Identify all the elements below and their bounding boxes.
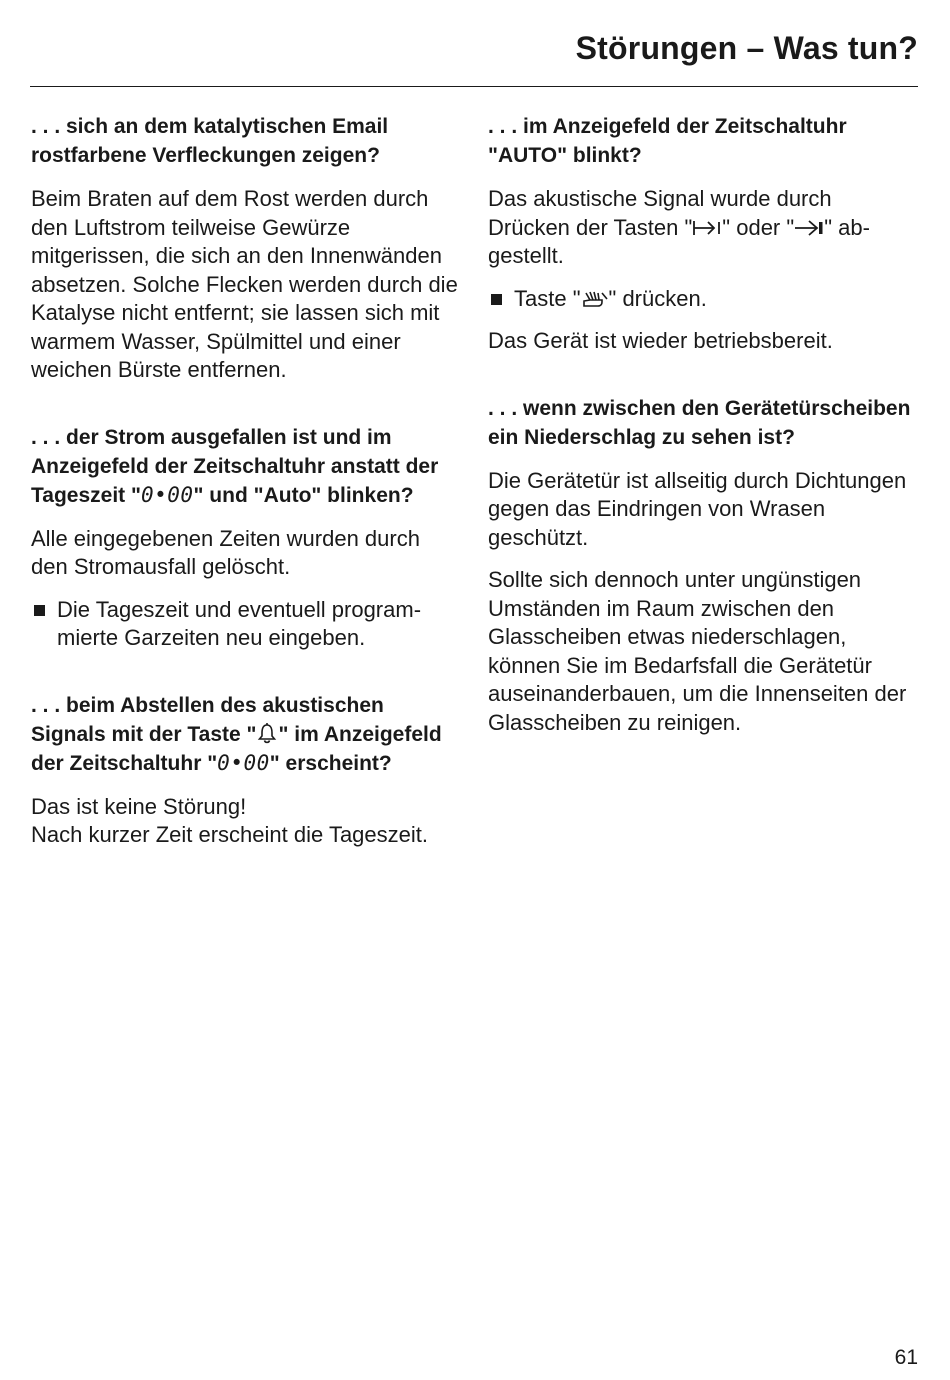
bell-icon: [256, 722, 278, 744]
page-number: 61: [894, 1346, 918, 1369]
end-time-icon: [794, 218, 824, 238]
question-heading: . . . sich an dem katalytischen Email rostfarbene Verfleckungen zeigen?: [31, 115, 389, 167]
answer-text: Das akustische Signal wurde durch Drücken der Tasten ": [488, 186, 832, 240]
display-code: 0•00: [217, 750, 270, 775]
cooking-duration-icon: [692, 218, 722, 238]
question-text: . . . der Strom ausgefallen ist und im Anzeigefeld der Zeitschaltuhr anstatt der Tageszeit ": [31, 425, 439, 507]
header-rule: [30, 86, 918, 87]
answer-line: Nach kurzer Zeit erscheint die Tageszeit.: [31, 822, 428, 847]
answer-paragraph: [31, 793, 461, 850]
answer-paragraph: Beim Braten auf dem Rost werden durch den Luftstrom teilweise Gewürze mitgerissen, die sich an den Innenwänden absetzen. Solche Flecken werden durch die Katalyse nicht entfernt; sie lassen sich mit warmem Wasser, Spülmittel und einer weichen Bürste entfernen.: [31, 186, 458, 382]
answer-text: " oder ": [722, 214, 795, 240]
answer-paragraph: [488, 185, 918, 271]
bullet-square-icon: [491, 294, 502, 305]
question-heading: [31, 691, 461, 778]
section-signal-off: [31, 691, 461, 850]
instruction-part: " drücken.: [608, 285, 707, 311]
display-code: 0•00: [140, 482, 194, 507]
answer-paragraph: Das Gerät ist wieder betriebsbereit.: [488, 328, 833, 353]
instruction-text: Die Tageszeit und eventuell programmierte Garzeiten neu eingeben.: [57, 596, 422, 650]
section-power-failure: [31, 423, 461, 653]
instruction-item: [488, 285, 918, 314]
question-heading: [31, 423, 461, 510]
left-column: [31, 112, 461, 888]
answer-paragraph: Sollte sich dennoch unter ungünstigen Umständen im Raum zwischen den Glasscheiben etwas niederschlagen, können Sie im Bedarfsfall die Gerätetür auseinanderbauen, um die Innenseiten der Glasscheiben zu reinigen.: [488, 567, 907, 735]
section-enamel-stains: [31, 112, 461, 385]
hand-icon: [581, 289, 609, 309]
instruction-part: Taste ": [514, 285, 581, 311]
instruction-item: [31, 596, 461, 653]
question-text: " im Anzeigefeld der Zeitschaltuhr ": [31, 722, 442, 775]
answer-paragraph: Alle eingegebenen Zeiten wurden durch den Stromausfall gelöscht.: [31, 525, 420, 579]
question-text: " und "Auto" blinken?: [193, 483, 414, 507]
question-text: . . . beim Abstellen des akustischen Signals mit der Taste ": [31, 693, 384, 746]
answer-text: " abgestellt.: [488, 214, 870, 268]
section-condensation: [488, 394, 918, 738]
bullet-square-icon: [34, 605, 45, 616]
right-column: [488, 112, 918, 775]
question-heading: . . . wenn zwischen den Gerätetürscheiben ein Niederschlag zu sehen ist?: [488, 396, 911, 449]
answer-paragraph: Die Gerätetür ist allseitig durch Dichtungen gegen das Eindringen von Wrasen geschützt.: [488, 467, 907, 550]
question-text: " erscheint?: [269, 751, 392, 775]
question-heading: . . . im Anzeigefeld der Zeitschaltuhr "AUTO" blinkt?: [488, 115, 847, 167]
section-auto-blinking: [488, 112, 918, 356]
answer-line: Das ist keine Störung!: [31, 793, 247, 819]
instruction-text: [514, 285, 707, 314]
page-title: Störungen – Was tun?: [575, 30, 918, 66]
